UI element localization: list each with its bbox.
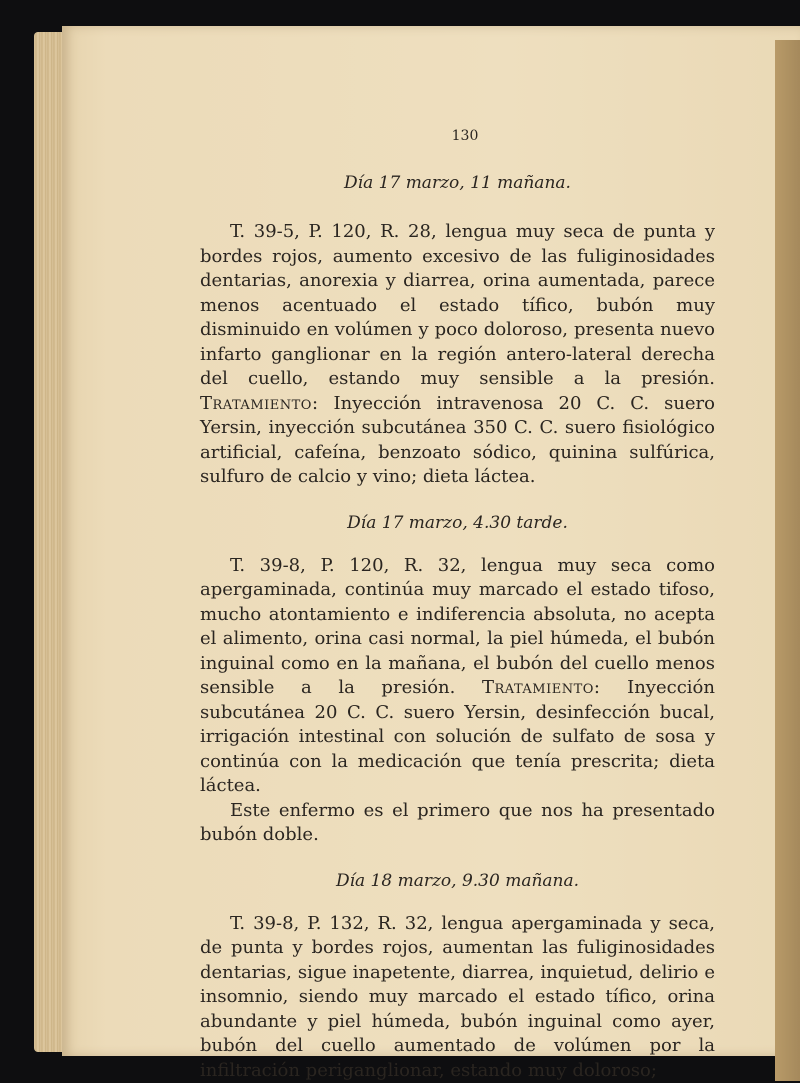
treatment-label: Tratamiento: — [200, 393, 319, 414]
entry-note: Este enfermo es el primero que nos ha presentado bubón doble. — [200, 799, 715, 848]
page-number: 130 — [445, 128, 485, 144]
entry-text: Inyección subcutánea 20 C. C. suero Yersin, desinfección bucal, irrigación intestinal con solución de sulfato de sosa y continúa con la medicación que tenía prescrita; dieta láctea. — [200, 677, 715, 796]
entry-paragraph — [200, 554, 715, 799]
page-content — [200, 120, 715, 1083]
entry-paragraph — [200, 220, 715, 490]
treatment-label: Tratamiento: — [482, 677, 601, 698]
entry-heading: Día 17 marzo, 4.30 tarde. — [200, 512, 715, 534]
entry-paragraph — [200, 912, 715, 1083]
book-binding-edge — [775, 40, 800, 1081]
entry-heading: Día 17 marzo, 11 mañana. — [200, 172, 715, 194]
entry-heading: Día 18 marzo, 9.30 mañana. — [200, 870, 715, 892]
entry-text: Inyección intravenosa 20 C. C. suero Yersin, inyección subcutánea 350 C. C. suero fisiológico artificial, cafeína, benzoato sódico, quinina sulfúrica, sulfuro de calcio y vino; dieta láctea. — [200, 393, 715, 488]
entry-text: T. 39-5, P. 120, R. 28, lengua muy seca de punta y bordes rojos, aumento excesivo de las fuliginosidades dentarias, anorexia y diarrea, orina aumentada, parece menos acentuado el estado tífico, bubón muy disminuido en volúmen y poco doloroso, presenta nuevo infarto ganglionar en la región antero-lateral derecha del cuello, estando muy sensible a la presión. — [200, 221, 715, 389]
entry-text: T. 39-8, P. 120, R. 32, lengua muy seca como apergaminada, continúa muy marcado el estado tifoso, mucho atontamiento e indiferencia absoluta, no acepta el alimento, orina casi normal, la piel húmeda, el bubón inguinal como en la mañana, el bubón del cuello menos sensible a la presión. — [200, 555, 715, 699]
entry-text: T. 39-8, P. 132, R. 32, lengua apergaminada y seca, de punta y bordes rojos, aumentan las fuliginosidades dentarias, sigue inapetente, diarrea, inquietud, delirio e insomnio, siendo muy marcado el estado tífico, orina abundante y piel húmeda, bubón inguinal como ayer, bubón del cuello aumentado de volúmen por la infiltración periganglionar, estando muy doloroso; — [200, 913, 715, 1081]
